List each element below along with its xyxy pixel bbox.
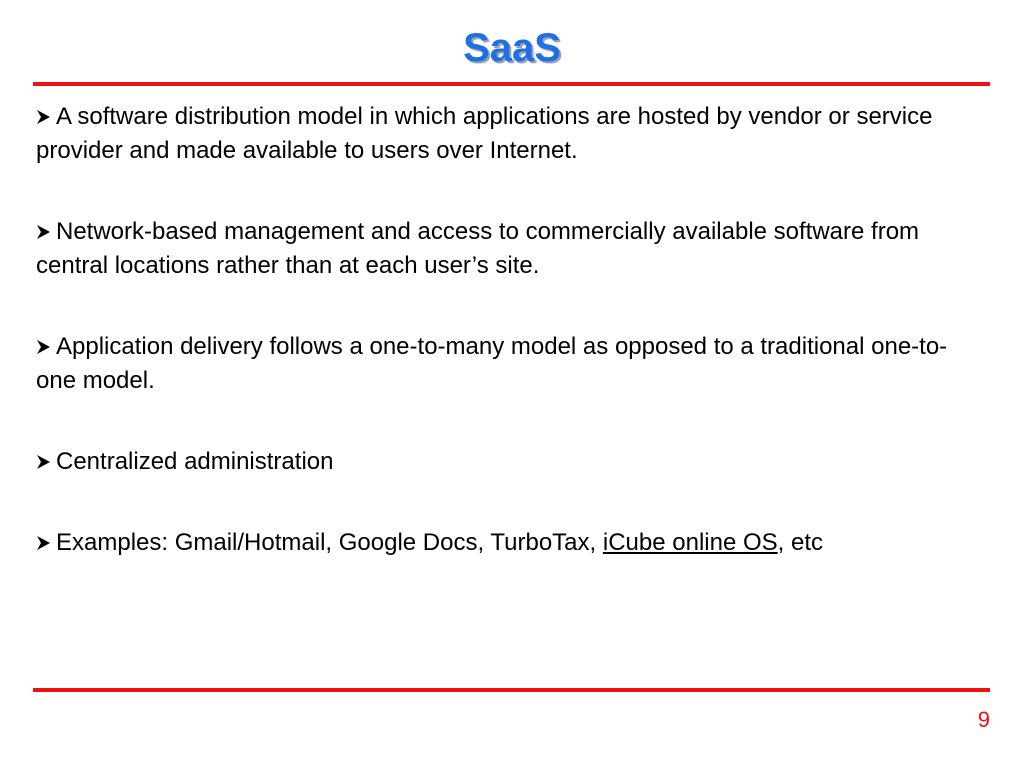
- arrowhead-bullet-icon: [36, 109, 56, 124]
- arrowhead-bullet-icon: [36, 535, 56, 550]
- top-divider: [33, 82, 990, 86]
- icube-online-os-link[interactable]: iCube online OS: [602, 529, 778, 556]
- page-number: 9: [977, 707, 990, 732]
- slide-title: SaaS: [463, 26, 561, 70]
- bullet-text: A software distribution model in which applications are hosted by vendor or service provider and made available to users over Internet.: [36, 103, 933, 164]
- arrowhead-bullet-icon: [36, 224, 56, 239]
- bullet-list: [36, 100, 986, 607]
- bullet-text: Application delivery follows a one-to-many model as opposed to a traditional one-to-one model.: [36, 333, 948, 394]
- bullet-item: [36, 330, 986, 398]
- arrowhead-bullet-icon: [36, 339, 56, 354]
- bullet-text-before-link: Examples: Gmail/Hotmail, Google Docs, TurboTax,: [56, 529, 603, 556]
- bottom-divider: [33, 688, 990, 692]
- bullet-item: [36, 445, 986, 479]
- bullet-text: Centralized administration: [56, 448, 334, 475]
- bullet-item: [36, 526, 986, 560]
- arrowhead-bullet-icon: [36, 454, 56, 469]
- bullet-text-after-link: , etc: [777, 529, 824, 556]
- bullet-item: [36, 215, 986, 283]
- bullet-item: [36, 100, 986, 168]
- bullet-text: Network-based management and access to commercially available software from central locations rather than at each user’s site.: [36, 218, 920, 279]
